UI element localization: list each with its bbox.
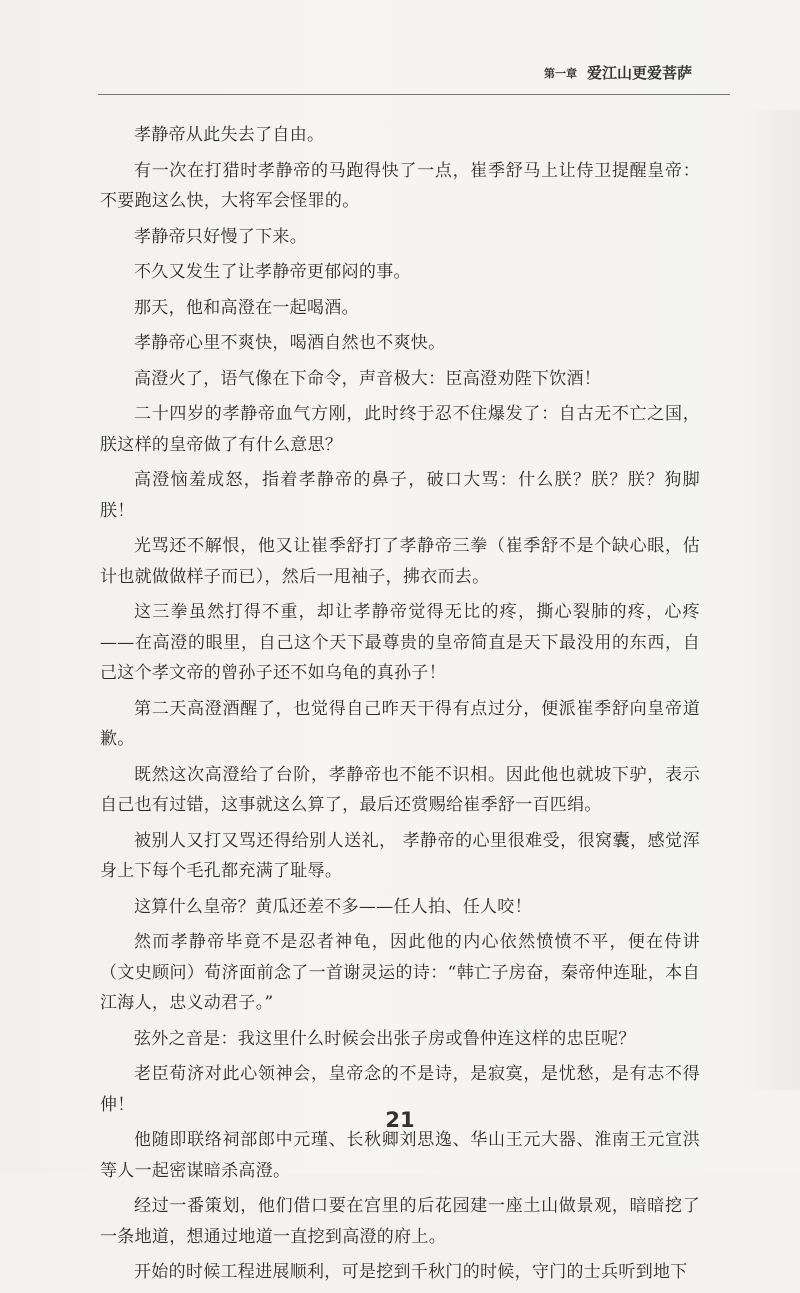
- running-header: [544, 62, 692, 83]
- paragraph: 有一次在打猎时孝静帝的马跑得快了一点，崔季舒马上让侍卫提醒皇帝：不要跑这么快，大将军会怪罪的。: [100, 160, 700, 211]
- paragraph: 开始的时候工程进展顺利，可是挖到千秋门的时候，守门的士兵听到地下: [134, 1262, 688, 1282]
- paragraph: 经过一番策划，他们借口要在宫里的后花园建一座土山做景观，暗暗挖了一条地道，想通过地道一直挖到高澄的府上。: [100, 1196, 700, 1247]
- paragraph: 既然这次高澄给了台阶，孝静帝也不能不识相。因此他也就坡下驴，表示自己也有过错，这事就这么算了，最后还赏赐给崔季舒一百匹绢。: [100, 764, 700, 815]
- paragraph: 这算什么皇帝？黄瓜还差不多——任人拍、任人咬！: [134, 896, 532, 917]
- chapter-label: 第一章: [543, 67, 577, 80]
- paragraph: 光骂还不解恨，他又让崔季舒打了孝静帝三拳（崔季舒不是个缺心眼，估计也就做做样子而已），然后一甩袖子，拂衣而去。: [100, 536, 700, 587]
- paragraph: 高澄火了，语气像在下命令，声音极大：臣高澄劝陛下饮酒！: [134, 368, 602, 389]
- chapter-title: 爱江山更爱菩萨: [586, 64, 692, 82]
- paragraph: 孝静帝只好慢了下来。: [134, 226, 307, 247]
- paragraph: 孝静帝从此失去了自由。: [134, 125, 325, 145]
- page-number: 21: [385, 1108, 415, 1132]
- paragraph: 被别人又打又骂还得给别人送礼， 孝静帝的心里很难受，很窝囊，感觉浑身上下每个毛孔都充满了耻辱。: [100, 830, 700, 881]
- paragraph: 那天，他和高澄在一起喝酒。: [134, 297, 359, 318]
- paragraph: 二十四岁的孝静帝血气方刚，此时终于忍不住爆发了：自古无不亡之国，朕这样的皇帝做了有什么意思？: [100, 404, 700, 455]
- paragraph: 孝静帝心里不爽快，喝酒自然也不爽快。: [134, 333, 446, 353]
- page-edge-shadow: [745, 110, 800, 1090]
- paragraph: 他随即联络祠部郎中元瑾、长秋卿刘思逸、华山王元大器、淮南王元宣洪等人一起密谋暗杀高澄。: [100, 1130, 700, 1181]
- paragraph: 老臣荀济对此心领神会，皇帝念的不是诗，是寂寞，是忧愁，是有志不得伸！: [100, 1064, 700, 1115]
- paragraph: 弦外之音是：我这里什么时候会出张子房或鲁仲连这样的忠臣呢？: [134, 1028, 636, 1049]
- paragraph: 第二天高澄酒醒了，也觉得自己昨天干得有点过分，便派崔季舒向皇帝道歉。: [100, 698, 700, 749]
- header-divider: [98, 94, 730, 95]
- paragraph: 然而孝静帝毕竟不是忍者神龟，因此他的内心依然愤愤不平，便在侍讲（文史顾问）荀济面前念了一首谢灵运的诗：“韩亡子房奋，秦帝仲连耻，本自江海人，忠义动君子。”: [100, 932, 700, 1013]
- paragraph: 不久又发生了让孝静帝更郁闷的事。: [134, 262, 411, 282]
- paragraph: 这三拳虽然打得不重，却让孝静帝觉得无比的疼，撕心裂肺的疼，心疼——在高澄的眼里，自己这个天下最尊贵的皇帝简直是天下最没用的东西，自己这个孝文帝的曾孙子还不如乌龟的真孙子！: [100, 602, 700, 683]
- paragraph: 高澄恼羞成怒，指着孝静帝的鼻子，破口大骂：什么朕？朕？朕？狗脚朕！: [100, 470, 700, 521]
